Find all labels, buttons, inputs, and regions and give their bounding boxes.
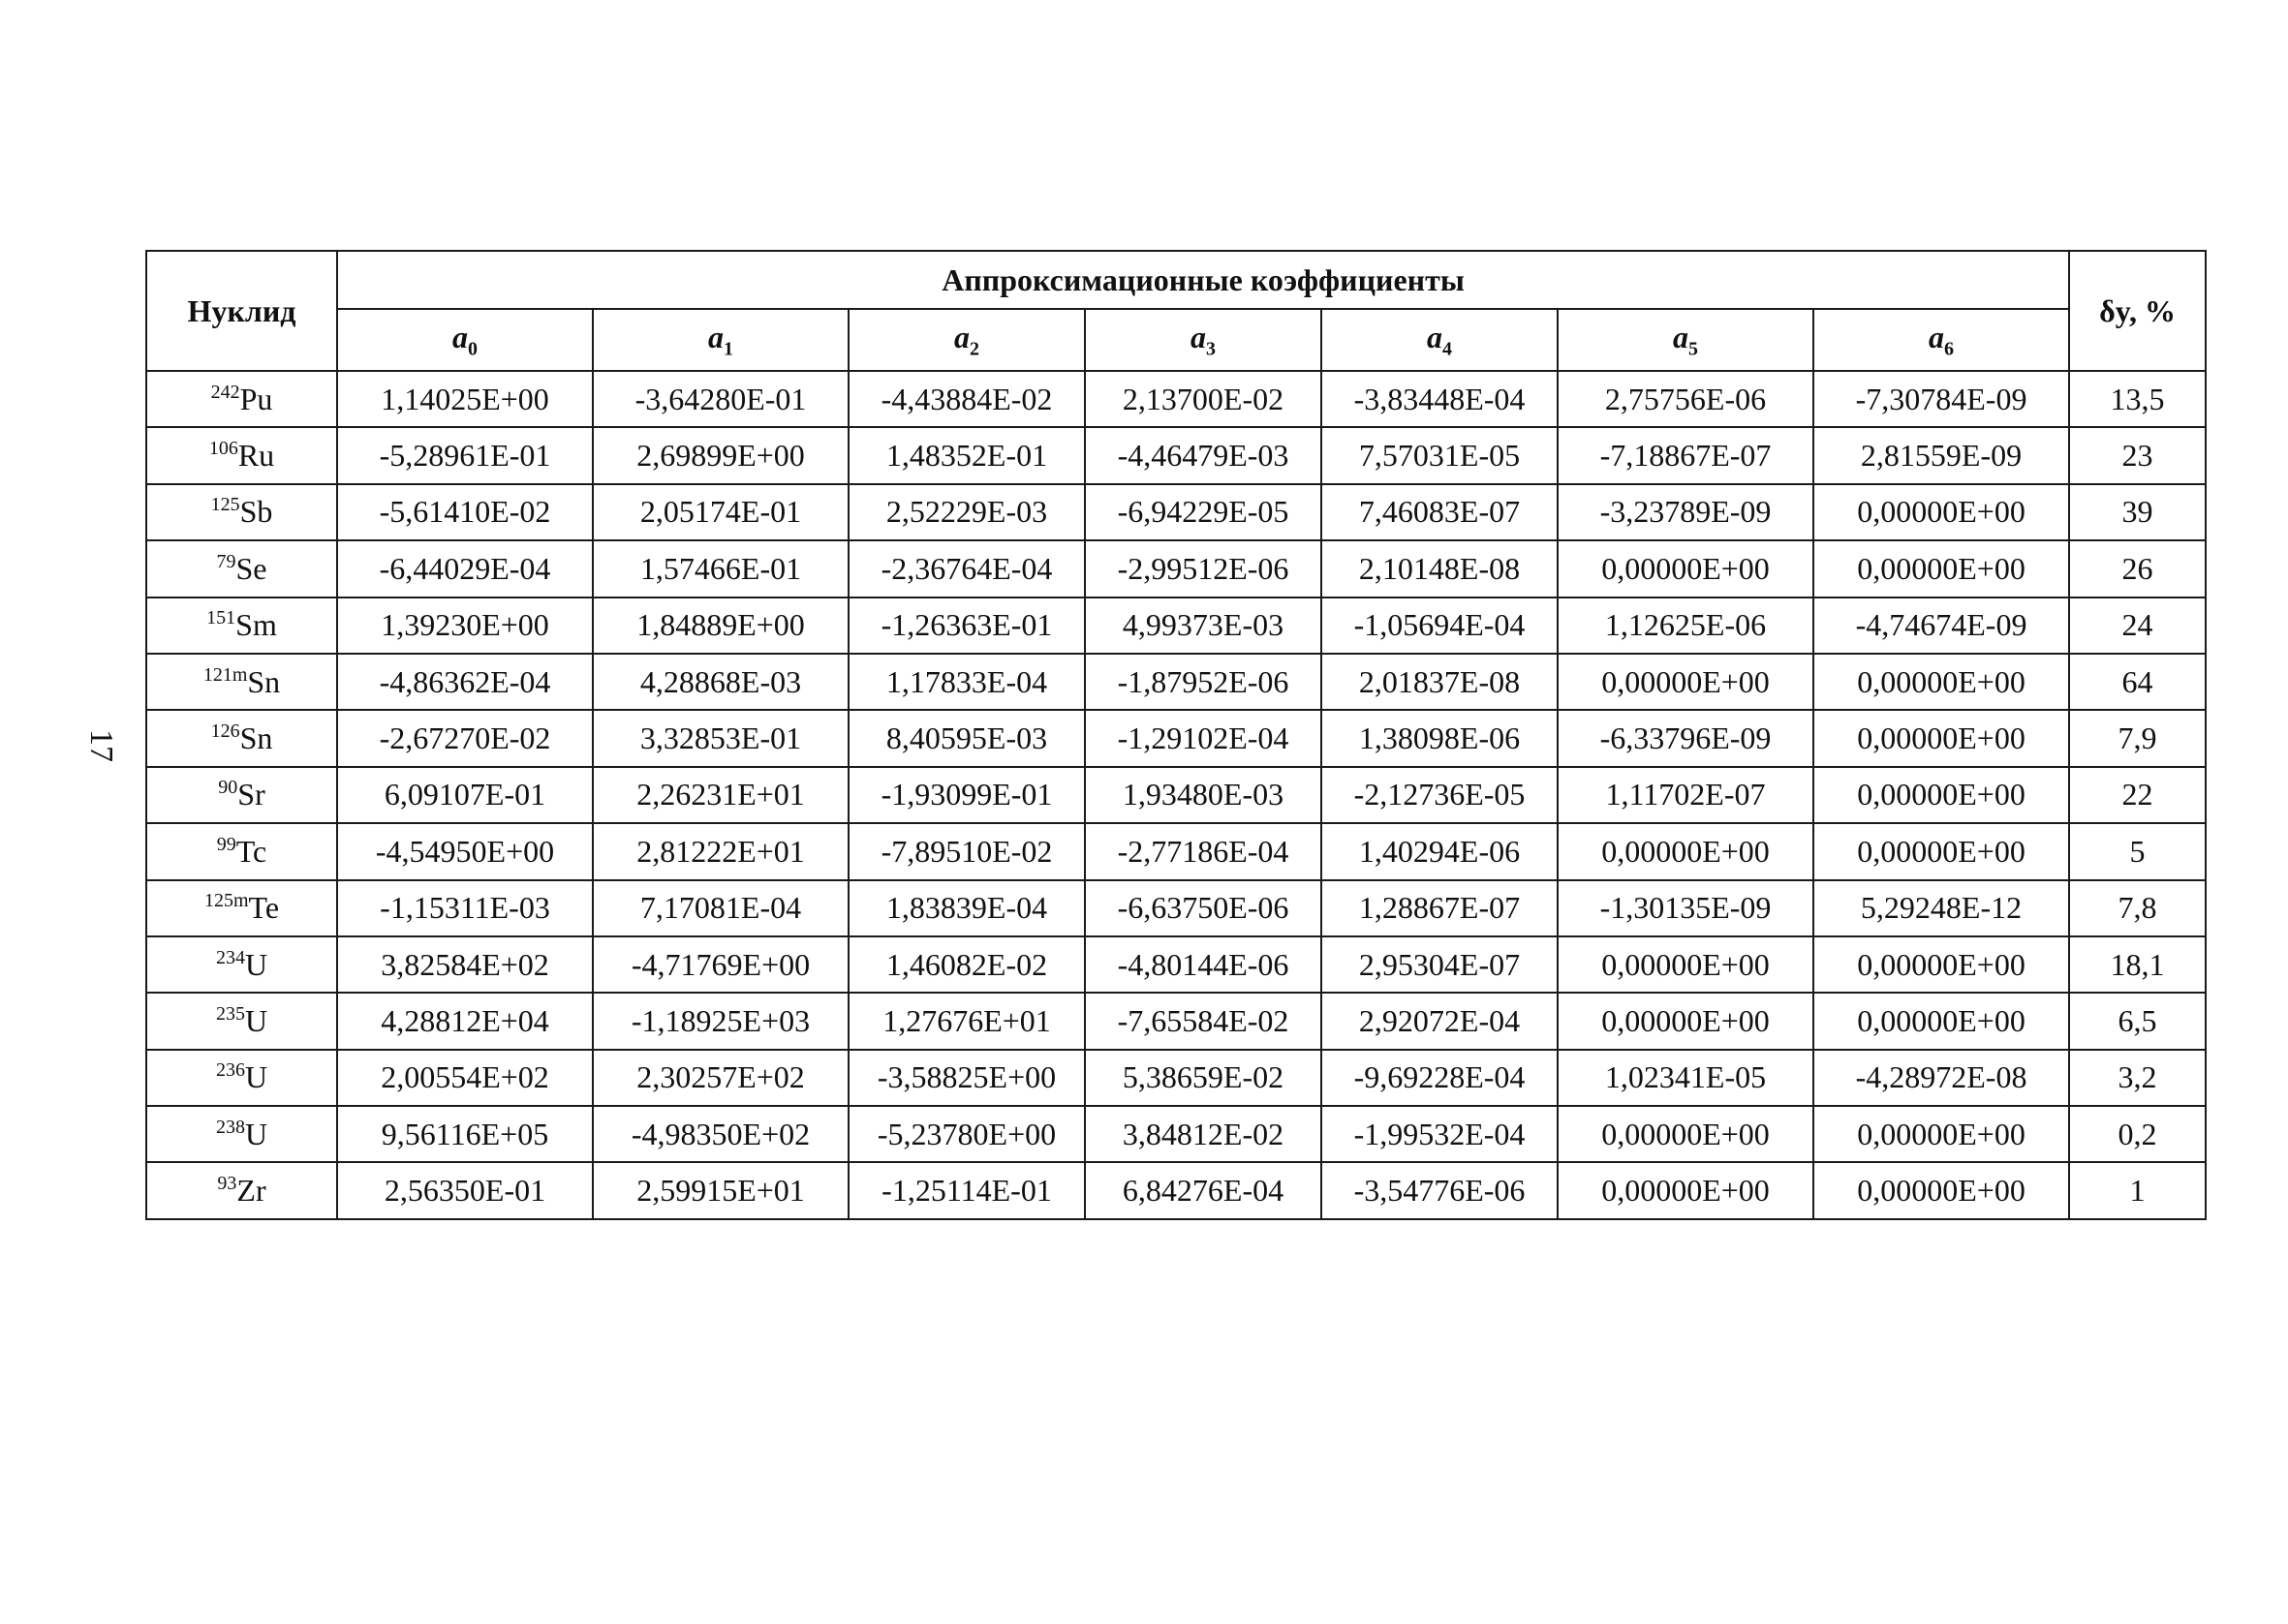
coefficient-symbol: a (708, 319, 724, 354)
coefficient-value-a0: -6,44029E-04 (337, 540, 593, 597)
coefficient-value-a4: 7,46083E-07 (1321, 484, 1558, 540)
coefficient-value-a1: -1,18925E+03 (593, 993, 849, 1049)
coefficient-value-a3: -7,65584E-02 (1085, 993, 1321, 1049)
page-number: 17 (83, 729, 119, 762)
coefficient-value-a0: -5,28961E-01 (337, 427, 593, 483)
delta-value: 22 (2069, 767, 2206, 823)
table-row (146, 1106, 2206, 1162)
nuclide-element: U (244, 1059, 268, 1095)
coefficient-value-a5: 0,00000E+00 (1558, 993, 1813, 1049)
nuclide-element: Sm (235, 607, 277, 643)
nuclide-cell (146, 1050, 337, 1106)
nuclide-element: Sr (237, 777, 265, 812)
coefficient-value-a2: -1,93099E-01 (849, 767, 1085, 823)
coefficient-value-a2: -4,43884E-02 (849, 371, 1085, 427)
table-row (146, 1162, 2206, 1218)
coefficient-value-a5: 0,00000E+00 (1558, 1106, 1813, 1162)
table-row (146, 823, 2206, 879)
coefficient-value-a0: 1,39230E+00 (337, 598, 593, 654)
nuclide-mass-number: 236 (215, 1059, 245, 1082)
nuclide-cell (146, 1162, 337, 1218)
nuclide-mass-number: 234 (215, 946, 245, 968)
coefficient-value-a3: -6,94229E-05 (1085, 484, 1321, 540)
delta-value: 39 (2069, 484, 2206, 540)
coefficient-value-a3: -4,46479E-03 (1085, 427, 1321, 483)
nuclide-element: Sb (239, 494, 273, 530)
coefficient-index: 1 (724, 338, 733, 360)
coefficient-value-a2: -1,26363E-01 (849, 598, 1085, 654)
nuclide-cell (146, 371, 337, 427)
coefficient-value-a1: 2,30257E+02 (593, 1050, 849, 1106)
coefficient-value-a1: 2,26231E+01 (593, 767, 849, 823)
coefficient-value-a0: -4,54950E+00 (337, 823, 593, 879)
coefficient-value-a4: 1,38098E-06 (1321, 710, 1558, 766)
nuclide-element: Zr (236, 1173, 266, 1209)
coefficient-value-a6: 0,00000E+00 (1813, 540, 2069, 597)
coefficient-value-a0: 6,09107E-01 (337, 767, 593, 823)
coefficient-value-a1: 3,32853E-01 (593, 710, 849, 766)
coefficient-value-a4: 1,40294E-06 (1321, 823, 1558, 879)
nuclide-cell (146, 1106, 337, 1162)
nuclide-cell (146, 880, 337, 936)
coefficient-value-a4: -3,54776E-06 (1321, 1162, 1558, 1218)
nuclide-mass-number: 106 (208, 438, 238, 460)
coefficient-value-a3: -1,87952E-06 (1085, 654, 1321, 710)
nuclide-element: Se (235, 550, 267, 586)
delta-value: 5 (2069, 823, 2206, 879)
table-row (146, 710, 2206, 766)
delta-value: 26 (2069, 540, 2206, 597)
coefficient-value-a5: 2,75756E-06 (1558, 371, 1813, 427)
header-row-coefficients (146, 309, 2206, 371)
coefficient-value-a0: 9,56116E+05 (337, 1106, 593, 1162)
coefficient-value-a4: 2,95304E-07 (1321, 936, 1558, 993)
delta-value: 0,2 (2069, 1106, 2206, 1162)
header-row-main (146, 251, 2206, 309)
coefficient-value-a0: 2,56350E-01 (337, 1162, 593, 1218)
coefficient-value-a2: 1,48352E-01 (849, 427, 1085, 483)
coefficient-value-a3: 4,99373E-03 (1085, 598, 1321, 654)
table-row (146, 654, 2206, 710)
coefficient-value-a2: 1,83839E-04 (849, 880, 1085, 936)
nuclide-mass-number: 79 (216, 550, 236, 572)
coefficient-index: 6 (1944, 338, 1955, 360)
delta-value: 13,5 (2069, 371, 2206, 427)
table-row (146, 1050, 2206, 1106)
coefficient-value-a1: 1,57466E-01 (593, 540, 849, 597)
table-row (146, 767, 2206, 823)
coefficient-value-a5: 0,00000E+00 (1558, 1162, 1813, 1218)
table-row (146, 880, 2206, 936)
nuclide-element: Sn (247, 663, 281, 699)
nuclide-element: U (244, 1002, 268, 1038)
coefficient-symbol: a (1673, 319, 1688, 354)
nuclide-cell (146, 767, 337, 823)
nuclide-element: Te (248, 890, 280, 926)
nuclide-element: Tc (235, 833, 267, 869)
nuclide-mass-number: 125m (203, 890, 249, 912)
coefficient-value-a1: -4,98350E+02 (593, 1106, 849, 1162)
coefficient-value-a6: 0,00000E+00 (1813, 710, 2069, 766)
coefficient-value-a2: 2,52229E-03 (849, 484, 1085, 540)
nuclide-mass-number: 121m (202, 663, 248, 686)
coefficient-symbol: a (954, 319, 970, 354)
table-row (146, 540, 2206, 597)
coefficient-value-a3: -6,63750E-06 (1085, 880, 1321, 936)
coefficient-value-a4: 7,57031E-05 (1321, 427, 1558, 483)
nuclide-cell (146, 484, 337, 540)
coefficient-value-a5: -6,33796E-09 (1558, 710, 1813, 766)
coefficient-value-a2: -7,89510E-02 (849, 823, 1085, 879)
coefficient-value-a5: 0,00000E+00 (1558, 540, 1813, 597)
coefficient-value-a5: 0,00000E+00 (1558, 654, 1813, 710)
coefficient-value-a5: 1,12625E-06 (1558, 598, 1813, 654)
coefficient-value-a6: 0,00000E+00 (1813, 484, 2069, 540)
coefficient-value-a0: -2,67270E-02 (337, 710, 593, 766)
coefficient-value-a6: 0,00000E+00 (1813, 654, 2069, 710)
coefficient-value-a6: 0,00000E+00 (1813, 1106, 2069, 1162)
coefficient-value-a0: 2,00554E+02 (337, 1050, 593, 1106)
coefficient-value-a2: -5,23780E+00 (849, 1106, 1085, 1162)
coefficient-header-a6 (1813, 309, 2069, 371)
coefficient-value-a1: 2,59915E+01 (593, 1162, 849, 1218)
coefficient-symbol: a (452, 319, 468, 354)
nuclide-cell (146, 936, 337, 993)
coefficient-value-a4: -9,69228E-04 (1321, 1050, 1558, 1106)
coefficient-value-a3: 2,13700E-02 (1085, 371, 1321, 427)
coefficient-value-a3: 5,38659E-02 (1085, 1050, 1321, 1106)
coefficient-value-a5: 0,00000E+00 (1558, 936, 1813, 993)
coefficient-value-a3: 3,84812E-02 (1085, 1106, 1321, 1162)
coefficient-value-a0: -5,61410E-02 (337, 484, 593, 540)
coefficient-value-a4: 2,01837E-08 (1321, 654, 1558, 710)
coefficient-value-a1: -4,71769E+00 (593, 936, 849, 993)
delta-value: 1 (2069, 1162, 2206, 1218)
coefficient-value-a1: 2,81222E+01 (593, 823, 849, 879)
coefficient-value-a6: 5,29248E-12 (1813, 880, 2069, 936)
coefficient-value-a4: 2,10148E-08 (1321, 540, 1558, 597)
nuclide-element: Sn (239, 720, 273, 756)
coefficient-value-a6: 2,81559E-09 (1813, 427, 2069, 483)
coefficient-value-a4: 2,92072E-04 (1321, 993, 1558, 1049)
coefficient-value-a6: 0,00000E+00 (1813, 936, 2069, 993)
coefficient-symbol: a (1190, 319, 1206, 354)
coefficient-value-a3: -2,99512E-06 (1085, 540, 1321, 597)
coefficient-value-a0: 1,14025E+00 (337, 371, 593, 427)
nuclide-mass-number: 126 (210, 720, 240, 743)
coefficient-value-a2: -3,58825E+00 (849, 1050, 1085, 1106)
coefficient-value-a2: 8,40595E-03 (849, 710, 1085, 766)
coefficient-value-a2: -2,36764E-04 (849, 540, 1085, 597)
coefficient-value-a0: -1,15311E-03 (337, 880, 593, 936)
coefficient-header-a4 (1321, 309, 1558, 371)
coefficient-value-a0: 4,28812E+04 (337, 993, 593, 1049)
coefficient-value-a3: -2,77186E-04 (1085, 823, 1321, 879)
coefficient-value-a4: 1,28867E-07 (1321, 880, 1558, 936)
table-row (146, 598, 2206, 654)
coefficient-value-a4: -1,99532E-04 (1321, 1106, 1558, 1162)
coefficient-value-a5: -1,30135E-09 (1558, 880, 1813, 936)
coefficient-value-a3: 6,84276E-04 (1085, 1162, 1321, 1218)
nuclide-mass-number: 235 (215, 1002, 245, 1025)
nuclide-mass-number: 238 (215, 1116, 245, 1138)
coefficient-value-a6: -7,30784E-09 (1813, 371, 2069, 427)
nuclide-mass-number: 90 (218, 777, 238, 799)
coefficient-index: 3 (1206, 338, 1216, 360)
coefficient-value-a3: -1,29102E-04 (1085, 710, 1321, 766)
coefficient-value-a5: -7,18867E-07 (1558, 427, 1813, 483)
coefficient-header-a1 (593, 309, 849, 371)
coefficient-value-a0: -4,86362E-04 (337, 654, 593, 710)
coefficient-value-a5: 1,11702E-07 (1558, 767, 1813, 823)
nuclide-mass-number: 99 (216, 833, 236, 855)
coefficient-value-a6: 0,00000E+00 (1813, 1162, 2069, 1218)
coefficient-value-a6: 0,00000E+00 (1813, 993, 2069, 1049)
coefficients-header: Аппроксимационные коэффициенты (337, 251, 2069, 309)
coefficient-header-a0 (337, 309, 593, 371)
coefficient-value-a1: 1,84889E+00 (593, 598, 849, 654)
table-row (146, 993, 2206, 1049)
coefficient-index: 2 (970, 338, 979, 360)
coefficient-index: 5 (1688, 338, 1698, 360)
delta-value: 24 (2069, 598, 2206, 654)
table-body (146, 371, 2206, 1219)
nuclide-header: Нуклид (146, 251, 337, 371)
nuclide-element: Ru (237, 438, 275, 474)
coefficients-table (145, 250, 2207, 1220)
nuclide-cell (146, 993, 337, 1049)
coefficient-value-a1: 2,69899E+00 (593, 427, 849, 483)
coefficient-header-a3 (1085, 309, 1321, 371)
coefficient-value-a2: 1,27676E+01 (849, 993, 1085, 1049)
nuclide-element: Pu (239, 381, 273, 416)
coefficient-value-a6: 0,00000E+00 (1813, 767, 2069, 823)
nuclide-mass-number: 125 (210, 494, 240, 516)
delta-value: 3,2 (2069, 1050, 2206, 1106)
coefficient-value-a1: 4,28868E-03 (593, 654, 849, 710)
coefficient-value-a4: -3,83448E-04 (1321, 371, 1558, 427)
delta-value: 6,5 (2069, 993, 2206, 1049)
coefficient-index: 4 (1442, 338, 1452, 360)
coefficient-value-a3: 1,93480E-03 (1085, 767, 1321, 823)
table-row (146, 427, 2206, 483)
nuclide-element: U (244, 1116, 268, 1151)
delta-value: 7,9 (2069, 710, 2206, 766)
nuclide-mass-number: 242 (210, 381, 240, 403)
coefficient-value-a6: 0,00000E+00 (1813, 823, 2069, 879)
coefficient-value-a1: 2,05174E-01 (593, 484, 849, 540)
delta-value: 64 (2069, 654, 2206, 710)
nuclide-cell (146, 654, 337, 710)
table-row (146, 371, 2206, 427)
table-row (146, 484, 2206, 540)
nuclide-mass-number: 93 (217, 1173, 237, 1195)
nuclide-element: U (244, 946, 268, 982)
coefficient-value-a2: 1,17833E-04 (849, 654, 1085, 710)
delta-value: 23 (2069, 427, 2206, 483)
coefficient-value-a5: 1,02341E-05 (1558, 1050, 1813, 1106)
coefficient-value-a3: -4,80144E-06 (1085, 936, 1321, 993)
nuclide-cell (146, 598, 337, 654)
nuclide-cell (146, 427, 337, 483)
coefficient-index: 0 (468, 338, 478, 360)
coefficient-value-a5: 0,00000E+00 (1558, 823, 1813, 879)
delta-header: δy, % (2069, 251, 2206, 371)
coefficient-value-a6: -4,28972E-08 (1813, 1050, 2069, 1106)
nuclide-cell (146, 823, 337, 879)
coefficient-value-a1: -3,64280E-01 (593, 371, 849, 427)
delta-value: 7,8 (2069, 880, 2206, 936)
nuclide-cell (146, 540, 337, 597)
coefficient-value-a6: -4,74674E-09 (1813, 598, 2069, 654)
coefficient-value-a4: -1,05694E-04 (1321, 598, 1558, 654)
nuclide-cell (146, 710, 337, 766)
coefficient-value-a2: -1,25114E-01 (849, 1162, 1085, 1218)
coefficient-header-a2 (849, 309, 1085, 371)
coefficient-value-a4: -2,12736E-05 (1321, 767, 1558, 823)
coefficient-value-a5: -3,23789E-09 (1558, 484, 1813, 540)
nuclide-mass-number: 151 (206, 607, 236, 629)
coefficient-value-a1: 7,17081E-04 (593, 880, 849, 936)
coefficient-symbol: a (1929, 319, 1945, 354)
coefficient-value-a0: 3,82584E+02 (337, 936, 593, 993)
table-row (146, 936, 2206, 993)
delta-value: 18,1 (2069, 936, 2206, 993)
coefficient-header-a5 (1558, 309, 1813, 371)
coefficient-value-a2: 1,46082E-02 (849, 936, 1085, 993)
coefficient-symbol: a (1427, 319, 1442, 354)
